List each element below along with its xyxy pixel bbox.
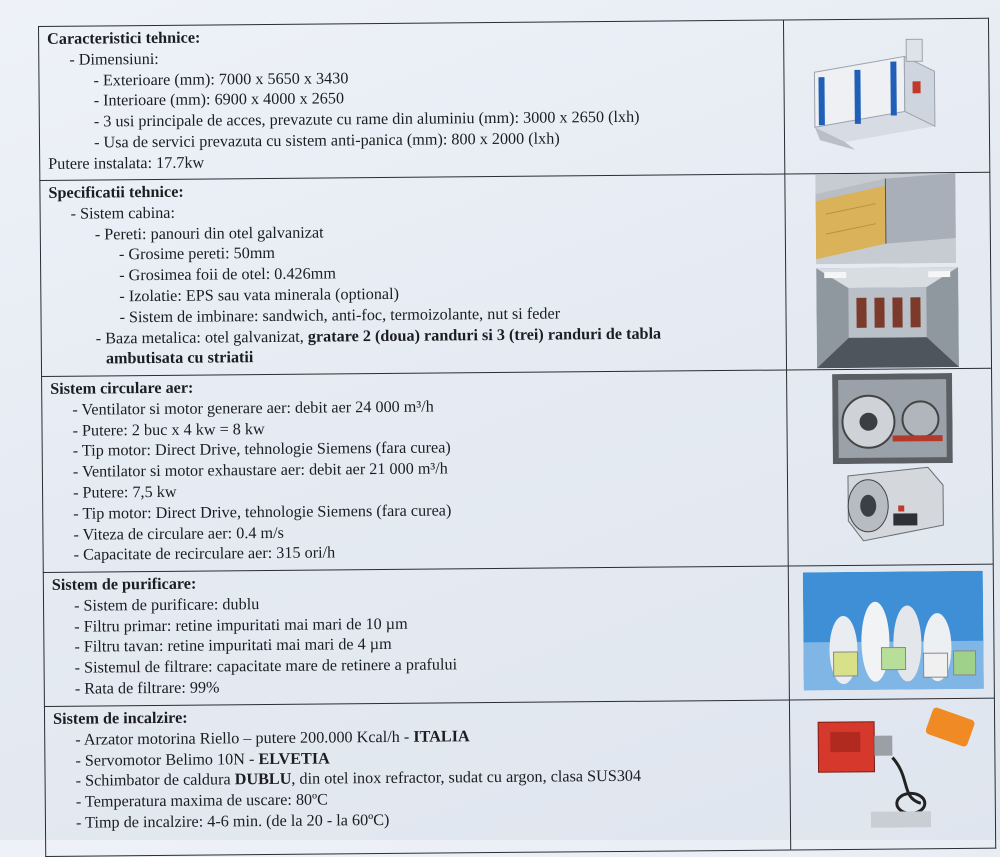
spec-line: - 3 usi principale de acces, prevazute cu rame din aluminiu (mm): 3000 x 2650 (lxh) — [93, 107, 640, 131]
spec-line: - Viteza de circulare aer: 0.4 m/s — [73, 523, 284, 544]
spec-line: - Sistem cabina: — [70, 203, 176, 223]
exhaust-fan-image — [838, 465, 949, 546]
spec-line: - Putere: 2 buc x 4 kw = 8 kw — [72, 419, 265, 440]
spec-line: - Usa de servici prevazuta cu sistem anti-panica (mm): 800 x 2000 (lxh) — [93, 129, 560, 152]
spec-text: - Arzator motorina Riello – putere 200.000 Kcal/h - — [75, 727, 414, 749]
image-cell-fans — [787, 368, 994, 566]
spec-text: - Schimbator de caldura — [75, 770, 235, 791]
section-text-caracteristici — [39, 20, 785, 180]
spec-line: - Pereti: panouri din otel galvanizat — [94, 223, 324, 244]
spec-line: - Grosime pereti: 50mm — [118, 244, 276, 264]
spec-line: - Sistem de imbinare: sandwich, anti-foc, termoizolante, nut si feder — [119, 304, 561, 327]
spec-text: , din otel inox refractor, sudat cu argon, clasa SUS304 — [291, 767, 642, 789]
spec-line: - Filtru primar: retine impuritati mai mari de 10 µm — [74, 614, 408, 636]
spec-line: - Interioare (mm): 6900 x 4000 x 2650 — [93, 89, 345, 110]
section-title: Caracteristici tehnice: — [47, 28, 201, 48]
section-text-incalzire — [44, 700, 790, 856]
spec-line: - Exterioare (mm): 7000 x 5650 x 3430 — [93, 68, 349, 90]
spec-bold: DUBLU — [234, 770, 292, 789]
spec-sheet — [38, 18, 979, 856]
spec-line: - Tip motor: Direct Drive, tehnologie Siemens (fara curea) — [72, 438, 451, 461]
spec-line: - Tip motor: Direct Drive, tehnologie Siemens (fara curea) — [73, 501, 452, 523]
spec-line: - Izolatie: EPS sau vata minerala (optional) — [119, 284, 400, 306]
section-title: Sistem circulare aer: — [50, 378, 194, 398]
section-title: Sistem de incalzire: — [52, 708, 188, 728]
base-bold-text: gratare 2 (doua) randuri si 3 (trei) randuri de tabla — [307, 324, 662, 346]
image-cell-filters — [788, 564, 994, 700]
filters-image — [803, 571, 984, 691]
spec-line: - Capacitate de recirculare aer: 315 ori/h — [73, 543, 336, 565]
spec-bold: ITALIA — [413, 727, 470, 746]
booth-interior-image — [816, 267, 959, 368]
base-text: - Baza metalica: otel galvanizat, — [95, 327, 308, 348]
section-text-circulare — [42, 370, 789, 572]
spec-line: - Ventilator si motor generare aer: debit aer 24 000 m³/h — [72, 397, 434, 419]
section-row-circulare — [42, 368, 994, 572]
spec-line: - Sistemul de filtrare: capacitate mare de retinere a prafului — [74, 655, 458, 677]
spec-line: - Temperatura maxima de uscare: 80ºC — [75, 790, 328, 811]
image-cell-panels — [785, 172, 992, 370]
spec-line-base-cont: ambutisata cu striatii — [105, 348, 254, 368]
burner-image — [810, 707, 981, 828]
spec-line: - Grosimea foii de otel: 0.426mm — [119, 264, 336, 285]
section-text-specificatii — [40, 174, 787, 376]
fan-motor-image — [832, 373, 953, 464]
spec-table — [38, 18, 996, 857]
paint-booth-image — [794, 31, 945, 152]
spec-line: - Dimensiuni: — [69, 49, 159, 69]
image-cell-burner — [789, 698, 995, 850]
spec-line: - Ventilator si motor exhaustare aer: debit aer 21 000 m³/h — [72, 459, 448, 481]
spec-line: - Rata de filtrare: 99% — [74, 678, 220, 698]
section-row-purificare — [43, 564, 994, 706]
spec-line: - Sistem de purificare: dublu — [73, 594, 260, 615]
spec-text: - Servomotor Belimo 10N - — [75, 749, 259, 770]
spec-line: - Timp de incalzire: 4-6 min. (de la 20 - la 60ºC) — [75, 810, 390, 832]
section-title: Specificatii tehnice: — [48, 182, 184, 202]
wall-panel-image — [815, 173, 956, 264]
section-row-incalzire — [44, 698, 995, 856]
image-cell-booth — [783, 18, 989, 174]
section-text-purificare — [43, 566, 789, 706]
section-row-caracteristici — [39, 18, 990, 180]
spec-line: - Filtru tavan: retine impuritati mai mari de 4 µm — [74, 635, 392, 657]
section-title: Sistem de purificare: — [51, 574, 197, 594]
spec-line: - Putere: 7,5 kw — [72, 482, 177, 502]
spec-line: Putere instalata: 17.7kw — [48, 153, 205, 173]
spec-bold: ELVETIA — [258, 749, 330, 768]
section-row-specificatii — [40, 172, 992, 376]
